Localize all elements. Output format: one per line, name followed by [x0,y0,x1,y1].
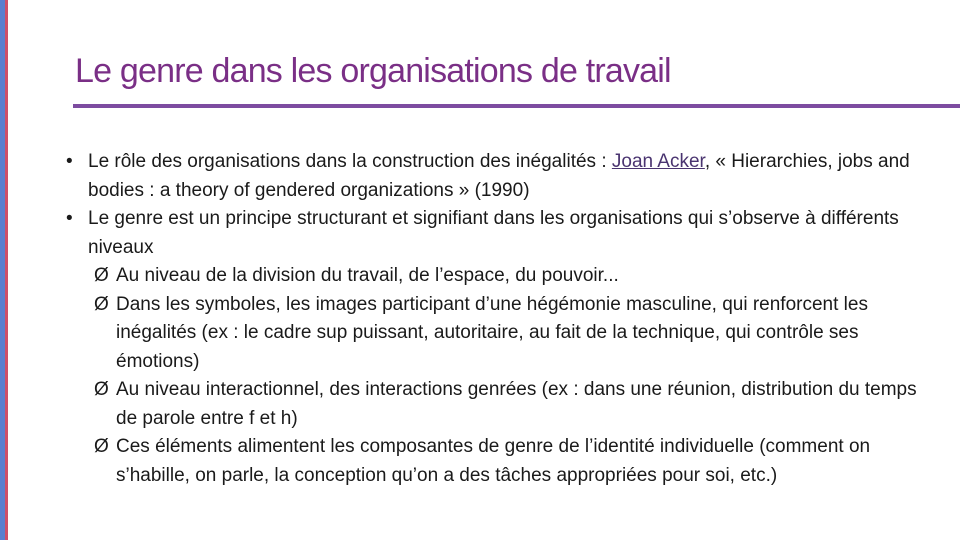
title-underline-rule [73,104,960,108]
arrow-bullet-icon: Ø [94,436,109,457]
left-accent-stripe-red [5,0,8,540]
sub-bullet-text: Au niveau interactionnel, des interactions genrées (ex : dans une réunion, distribution du temps de parole entre f et h) [116,379,917,429]
sub-bullet-division [66,262,936,291]
sub-bullet-text: Dans les symboles, les images participant d’une hégémonie masculine, qui renforcent les inégalités (ex : le cadre sup puissant, autoritaire, au fait de la technique, qui contrôle ses émotions) [116,293,868,372]
arrow-bullet-icon: Ø [94,293,109,315]
bullet-structuring-principle [66,205,936,262]
sub-bullet-text: Ces éléments alimentent les composantes de genre de l’identité individuelle (comment on s’habille, on parle, la conception qu’on a des tâches appropriées pour soi, etc.) [116,436,871,486]
slide-title: Le genre dans les organisations de travail [75,52,671,90]
bullet-acker [66,148,936,205]
sub-bullet-text: Au niveau de la division du travail, de l’espace, du pouvoir... [116,265,619,286]
bullet-structuring-text: Le genre est un principe structurant et signifiant dans les organisations qui s’observe à différents niveaux [88,208,899,258]
slide-body [66,148,936,490]
bullet-acker-text: Le rôle des organisations dans la construction des inégalités : [88,151,612,172]
joan-acker-link[interactable]: Joan Acker [611,151,705,172]
sub-bullet-interactional [66,376,936,433]
sub-bullet-symbols [66,291,936,377]
sub-bullet-identity [66,433,936,490]
arrow-bullet-icon: Ø [94,265,109,286]
arrow-bullet-icon: Ø [94,379,109,400]
bullet-acker-citation: , « Hierarchies, jobs and bodies : a theory of gendered organizations » (1990) [88,151,910,201]
